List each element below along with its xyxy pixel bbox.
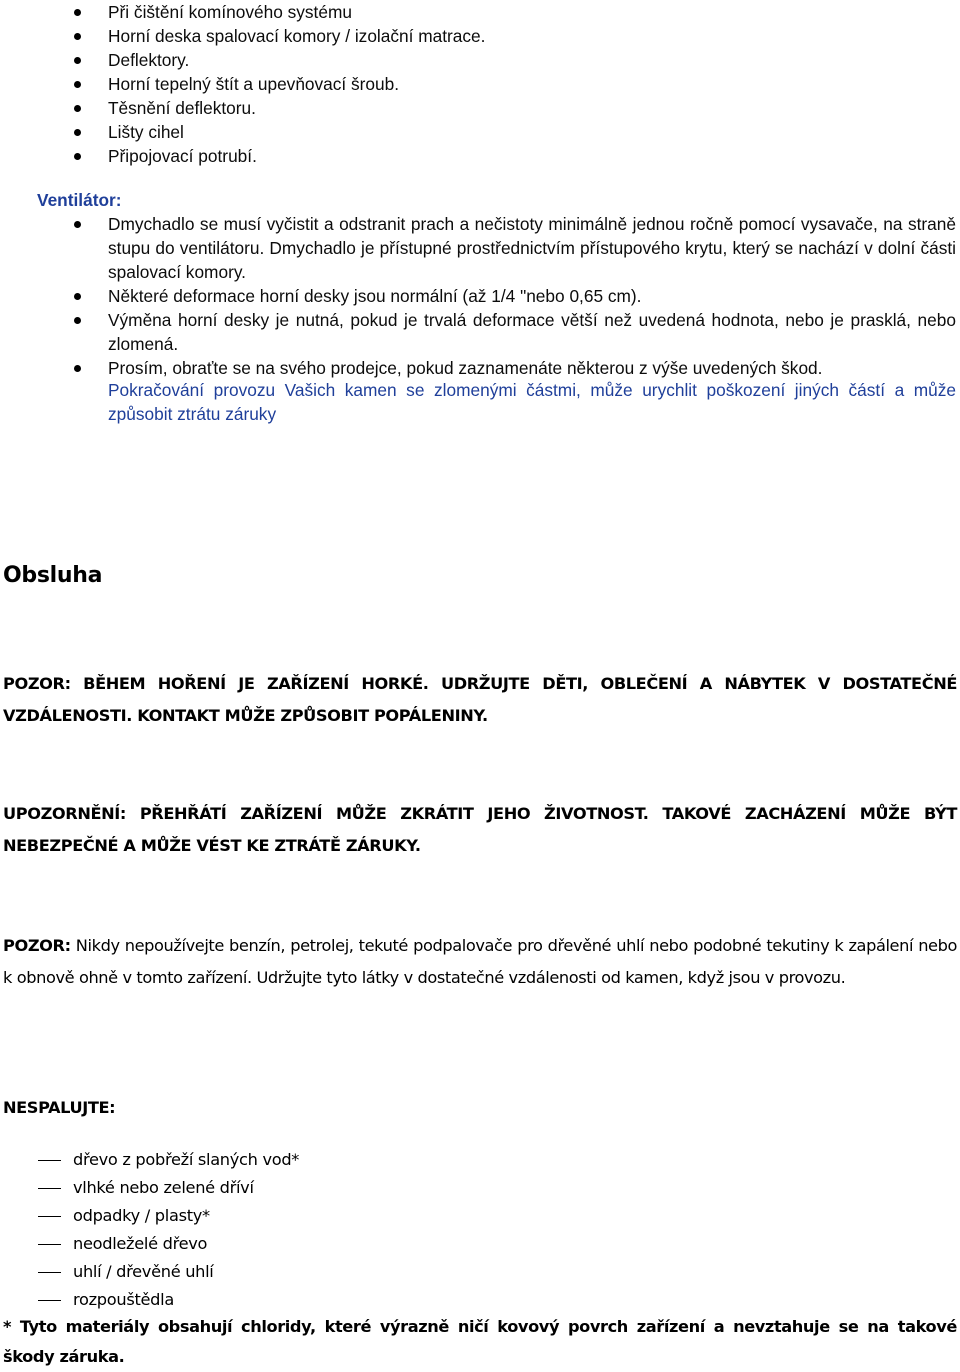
fuel-warning (3, 930, 957, 994)
list-item (0, 1174, 960, 1202)
list-item-text: neodleželé dřevo (73, 1234, 208, 1253)
nespalujte-heading: NESPALUJTE: (3, 1098, 116, 1117)
dash-icon (38, 1300, 61, 1301)
list-item (0, 144, 960, 168)
bullet-icon (74, 153, 81, 160)
list-item-text: dřevo z pobřeží slaných vod* (73, 1150, 300, 1169)
list-item-text: Připojovací potrubí. (108, 146, 257, 166)
bullet-icon (74, 365, 81, 372)
list-item (0, 1202, 960, 1230)
cleaning-parts-list (0, 0, 960, 168)
bullet-icon (74, 33, 81, 40)
obsluha-heading: Obsluha (3, 563, 103, 588)
dash-icon (38, 1244, 61, 1245)
dash-icon (38, 1188, 61, 1189)
list-item-text: Lišty cihel (108, 122, 184, 142)
bullet-icon (74, 317, 81, 324)
bullet-icon (74, 129, 81, 136)
list-item (0, 1286, 960, 1314)
list-item (0, 48, 960, 72)
list-item (0, 1146, 960, 1174)
list-item-text: Při čištění komínového systému (108, 2, 352, 22)
list-item-text: Horní deska spalovací komory / izolační matrace. (108, 26, 486, 46)
bullet-icon (74, 105, 81, 112)
ventilator-paragraph: Pokračování provozu Vašich kamen se zlomenými částmi, může urychlit poškození jiných částí a může způsobit ztrátu záruky (108, 380, 956, 424)
forbidden-materials-list (0, 1146, 960, 1314)
list-item-text: uhlí / dřevěné uhlí (73, 1262, 214, 1281)
list-item (0, 0, 960, 24)
bullet-icon (74, 221, 81, 228)
list-item (0, 96, 960, 120)
list-item (0, 212, 960, 284)
dash-icon (38, 1216, 61, 1217)
list-item-text: Prosím, obraťte se na svého prodejce, pokud zaznamenáte některou z výše uvedených škod. (108, 358, 823, 378)
dash-icon (38, 1160, 61, 1161)
bullet-icon (74, 293, 81, 300)
list-item-text-continued: Dmychadlo je přístupné prostřednictvím přístupového krytu, který se nachází v dolní části spalovací komory. (108, 238, 956, 282)
list-item (0, 72, 960, 96)
list-item-text: vlhké nebo zelené dříví (73, 1178, 254, 1197)
list-item (0, 120, 960, 144)
list-item (0, 284, 960, 308)
hot-device-warning: POZOR: BĚHEM HOŘENÍ JE ZAŘÍZENÍ HORKÉ. UDRŽUJTE DĚTI, OBLEČENÍ A NÁBYTEK V DOSTATEČNÉ VZDÁLENOSTI. KONTAKT MŮŽE ZPŮSOBIT POPÁLENINY. (3, 674, 957, 725)
fuel-warning-text: Nikdy nepoužívejte benzín, petrolej, tekuté podpalovače pro dřevěné uhlí nebo podobné tekutiny k zapálení nebo k obnově ohně v tomto zařízení. Udržujte tyto látky v dostatečné vzdálenosti od kamen, když jsou v provozu. (3, 936, 957, 987)
list-item (0, 1230, 960, 1258)
list-item-text: Horní tepelný štít a upevňovací šroub. (108, 74, 400, 94)
list-item-text: Některé deformace horní desky jsou normální (až 1/4 "nebo 0,65 cm). (108, 286, 642, 306)
list-item-text: odpadky / plasty* (73, 1206, 210, 1225)
dash-icon (38, 1272, 61, 1273)
list-item (0, 356, 960, 380)
list-item-text: Deflektory. (108, 50, 190, 70)
bullet-icon (74, 57, 81, 64)
overheating-warning: UPOZORNĚNÍ: PŘEHŘÁTÍ ZAŘÍZENÍ MŮŽE ZKRÁTIT JEHO ŽIVOTNOST. TAKOVÉ ZACHÁZENÍ MŮŽE BÝT NEBEZPEČNÉ A MŮŽE VÉST KE ZTRÁTĚ ZÁRUKY. (3, 804, 957, 855)
list-item (0, 308, 960, 356)
list-item-text: Dmychadlo se musí vyčistit a odstranit prach a nečistoty minimálně jednou ročně pomocí vysavače, na straně stupu do ventilátoru. (108, 214, 956, 258)
list-item-text: rozpouštědla (73, 1290, 174, 1309)
fuel-warning-label: POZOR: (3, 936, 71, 955)
ventilator-heading: Ventilátor: (37, 190, 122, 210)
chloride-footnote: * Tyto materiály obsahují chloridy, které výrazně ničí kovový povrch zařízení a nevztahuje se na takové škody záruka. (3, 1317, 957, 1366)
list-item-text: Těsnění deflektoru. (108, 98, 256, 118)
bullet-icon (74, 9, 81, 16)
list-item (0, 24, 960, 48)
bullet-icon (74, 81, 81, 88)
ventilator-list (0, 212, 960, 380)
list-item (0, 1258, 960, 1286)
list-item-text: Výměna horní desky je nutná, pokud je trvalá deformace větší než uvedená hodnota, nebo je prasklá, nebo zlomená. (108, 310, 956, 354)
